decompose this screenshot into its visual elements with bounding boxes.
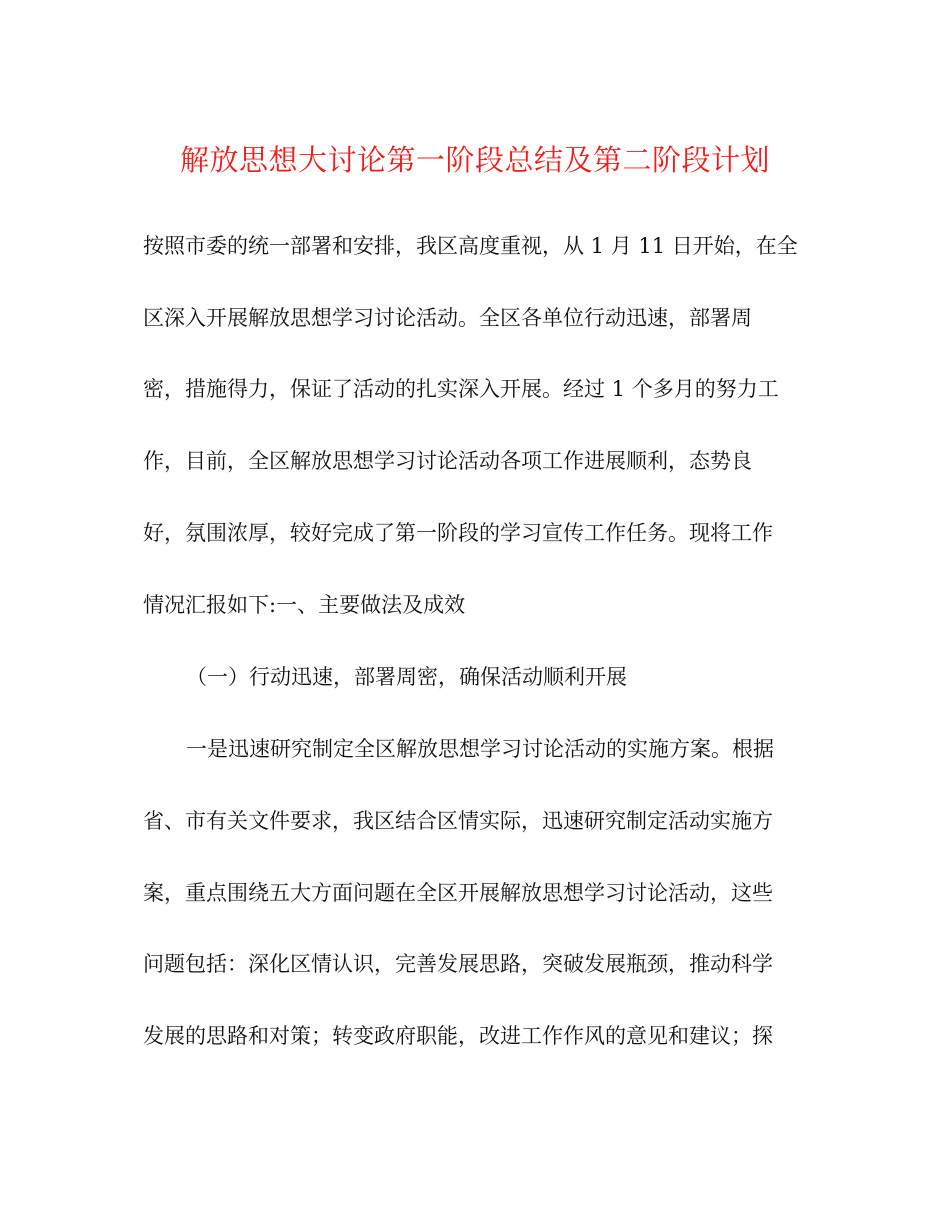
- document-title: 解放思想大讨论第一阶段总结及第二阶段计划: [179, 143, 770, 177]
- paragraph-line: 问题包括：深化区情认识，完善发展思路，突破发展瓶颈，推动科学: [143, 952, 773, 976]
- section-heading: （一）行动迅速，部署周密，确保活动顺利开展: [186, 665, 627, 689]
- paragraph-line: 区深入开展解放思想学习讨论活动。全区各单位行动迅速，部署周: [143, 306, 752, 330]
- paragraph-line: 案，重点围绕五大方面问题在全区开展解放思想学习讨论活动，这些: [143, 881, 773, 905]
- paragraph-line: 情况汇报如下:一、主要做法及成效: [143, 593, 466, 617]
- paragraph-line: 发展的思路和对策；转变政府职能，改进工作作风的意见和建议；探: [143, 1024, 773, 1048]
- paragraph-line: 按照市委的统一部署和安排，我区高度重视，从 1 月 11 日开始，在全: [143, 234, 798, 258]
- paragraph-line: 密，措施得力，保证了活动的扎实深入开展。经过 1 个多月的努力工: [143, 377, 779, 401]
- paragraph-line: 省、市有关文件要求，我区结合区情实际，迅速研究制定活动实施方: [143, 809, 773, 833]
- paragraph-line: 好，氛围浓厚，较好完成了第一阶段的学习宣传工作任务。现将工作: [143, 521, 773, 545]
- paragraph-line: 一是迅速研究制定全区解放思想学习讨论活动的实施方案。根据: [186, 737, 774, 761]
- paragraph-line: 作，目前，全区解放思想学习讨论活动各项工作进展顺利，态势良: [143, 449, 752, 473]
